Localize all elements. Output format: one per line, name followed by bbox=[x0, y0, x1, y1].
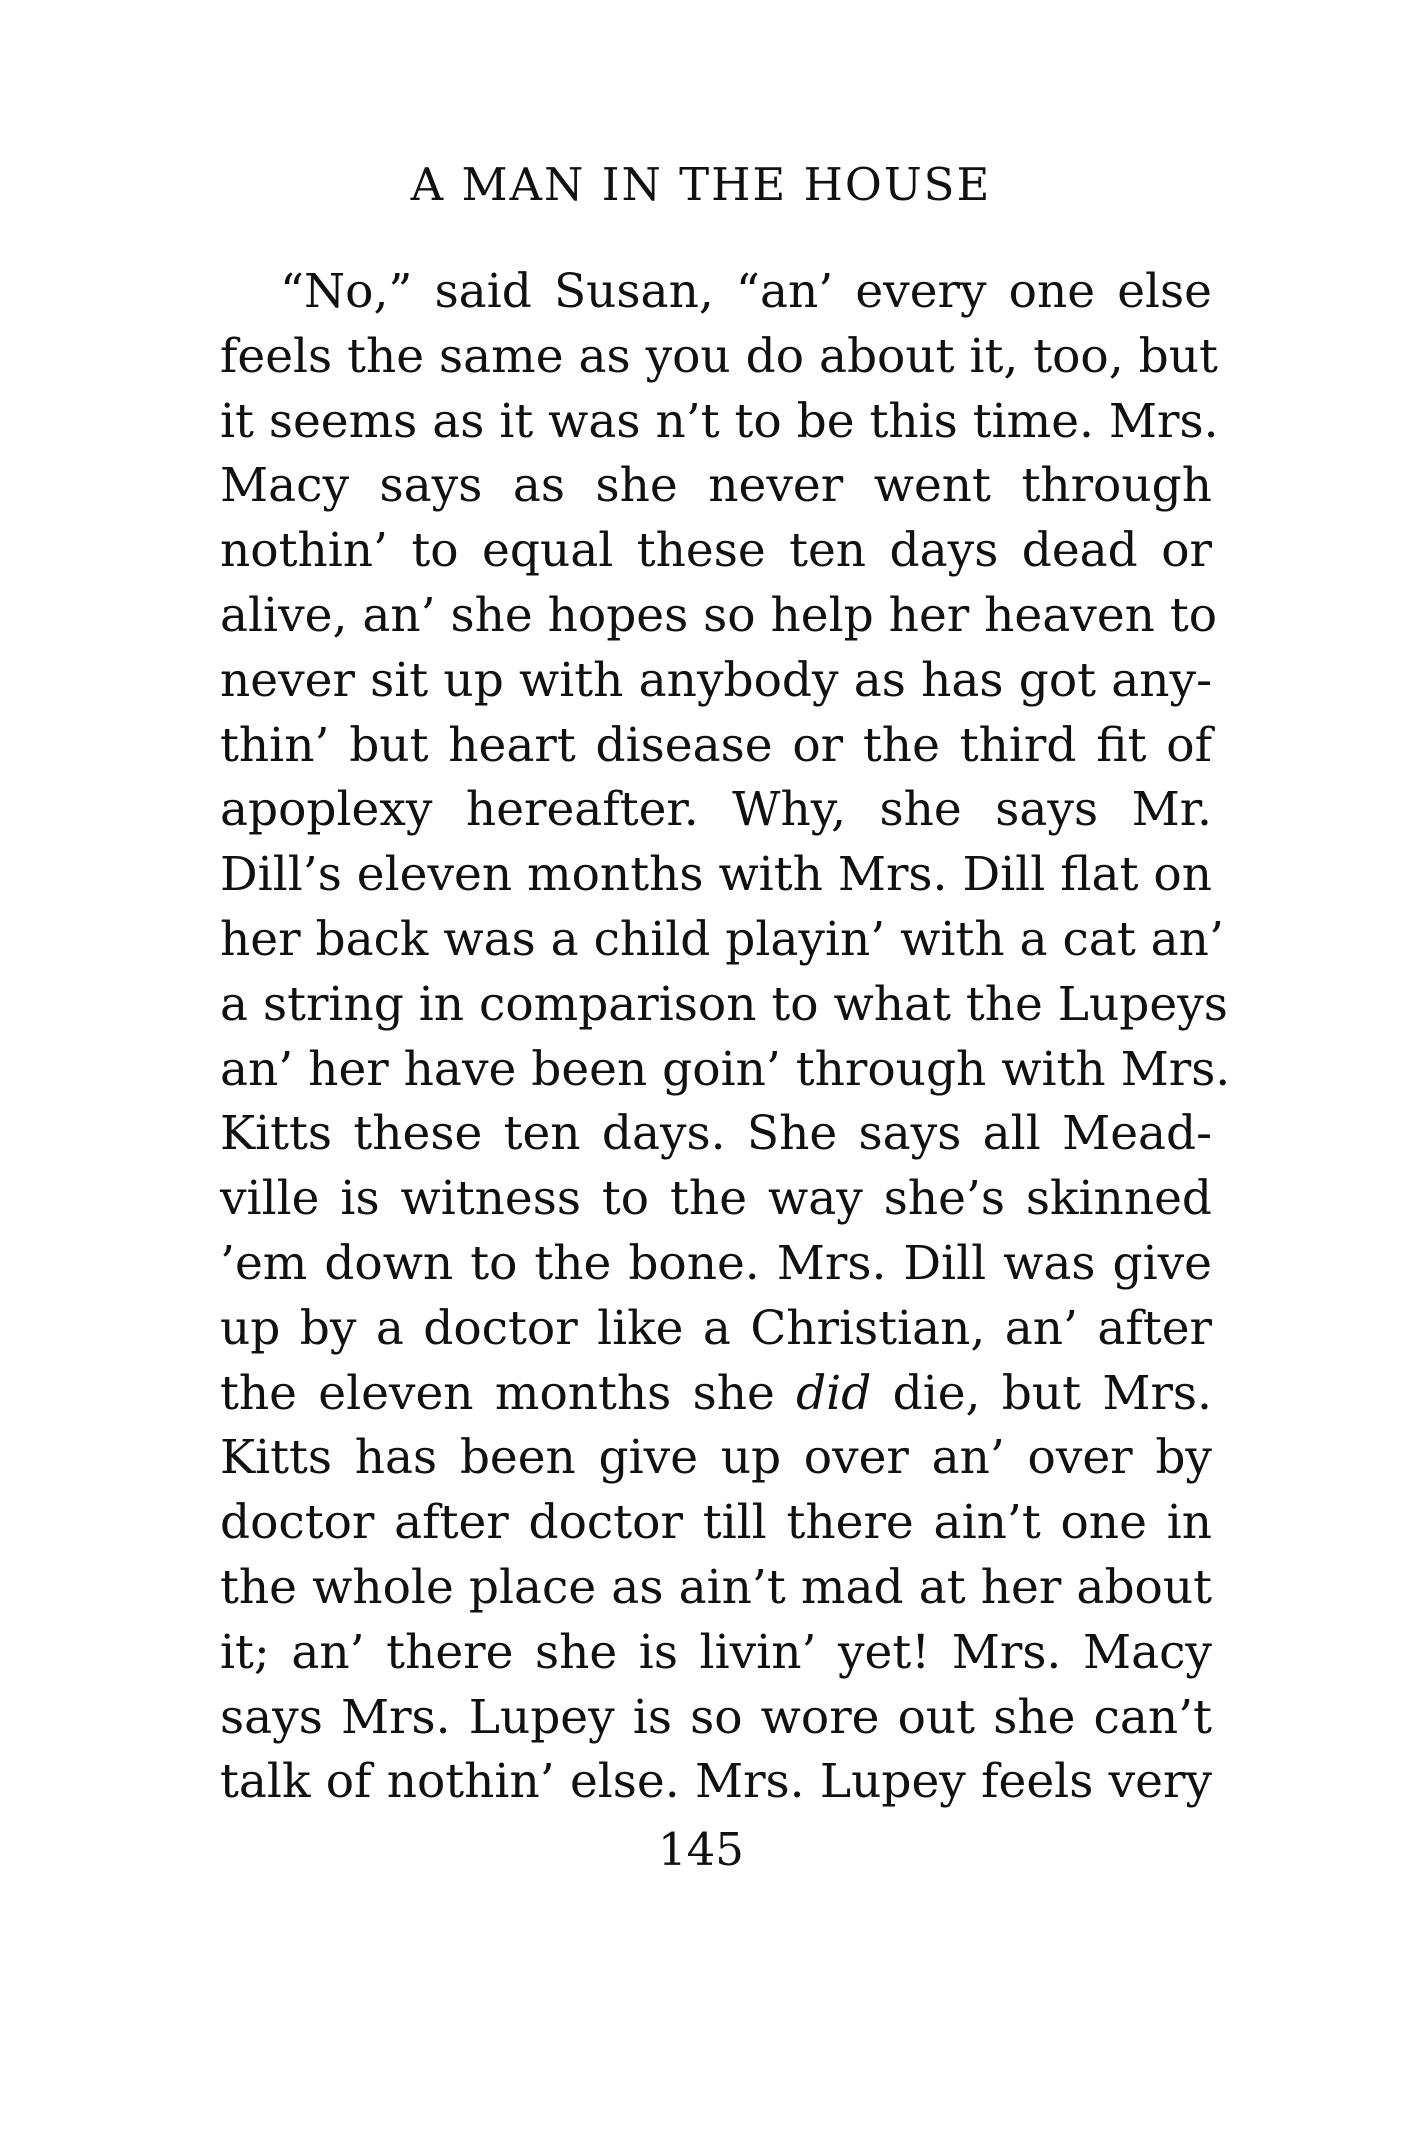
text-line: up by a doctor like a Christian, an’ after bbox=[220, 1300, 1212, 1356]
page-number: 145 bbox=[658, 1823, 744, 1876]
text-line: a string in comparison to what the Lupeys bbox=[220, 976, 1228, 1032]
text-line: talk of nothin’ else. Mrs. Lupey feels very bbox=[220, 1754, 1212, 1810]
text-line: “No,” said Susan, “an’ every one else bbox=[280, 264, 1212, 319]
text-line: never sit up with anybody as has got any- bbox=[220, 652, 1212, 708]
text-line: Kitts has been give up over an’ over by bbox=[220, 1430, 1212, 1486]
text-line-with-italic bbox=[220, 1362, 1212, 1427]
running-head-title: A MAN IN THE HOUSE bbox=[410, 158, 992, 211]
text-line: thin’ but heart disease or the third fit of bbox=[220, 717, 1212, 773]
text-line: nothin’ to equal these ten days dead or bbox=[220, 523, 1212, 579]
text-line: ville is witness to the way she’s skinned bbox=[220, 1171, 1212, 1227]
text-line: it; an’ there she is livin’ yet! Mrs. Macy bbox=[220, 1624, 1212, 1680]
text-line: it seems as it was n’t to be this time. Mrs. bbox=[220, 393, 1219, 449]
text-line: Macy says as she never went through bbox=[220, 458, 1212, 514]
text-line: apoplexy hereafter. Why, she says Mr. bbox=[220, 782, 1212, 838]
text-line: doctor after doctor till there ain’t one in bbox=[220, 1495, 1212, 1551]
text-line: her back was a child playin’ with a cat an’ bbox=[220, 911, 1224, 967]
text-line: says Mrs. Lupey is so wore out she can’t bbox=[220, 1689, 1212, 1745]
text-line: ’em down to the bone. Mrs. Dill was give bbox=[220, 1235, 1212, 1291]
text-segment: die, but Mrs. bbox=[871, 1365, 1212, 1421]
text-line: feels the same as you do about it, too, but bbox=[220, 328, 1218, 384]
text-segment: the eleven months she bbox=[220, 1365, 797, 1421]
body-text bbox=[220, 260, 1231, 1815]
text-line: an’ her have been goin’ through with Mrs. bbox=[220, 1041, 1231, 1097]
text-line: the whole place as ain’t mad at her about bbox=[220, 1559, 1212, 1615]
text-line: Kitts these ten days. She says all Mead- bbox=[220, 1106, 1212, 1162]
text-line: Dill’s eleven months with Mrs. Dill flat on bbox=[220, 847, 1212, 903]
italic-emphasis: did bbox=[796, 1365, 872, 1421]
text-line: alive, an’ she hopes so help her heaven to bbox=[220, 587, 1218, 643]
